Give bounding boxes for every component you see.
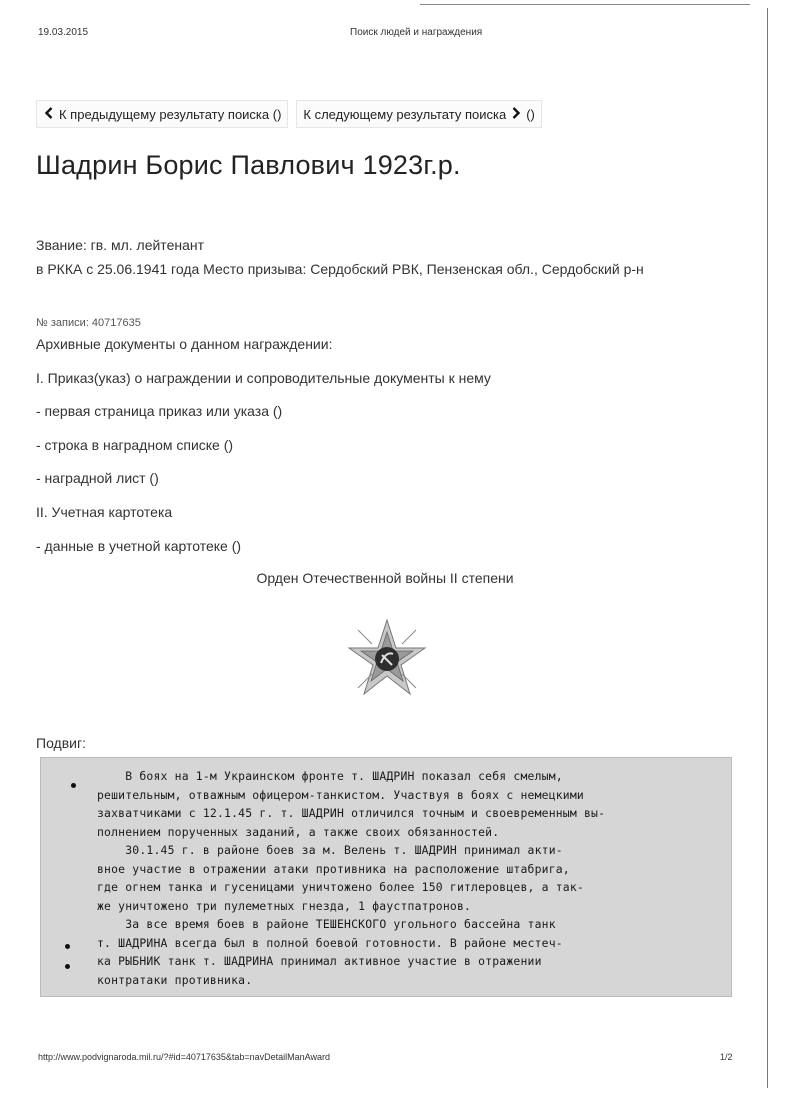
doc-link-award-list-line[interactable]: - строка в наградном списке () <box>36 437 234 453</box>
doc-link-card-data[interactable]: - данные в учетной картотеке () <box>36 538 242 554</box>
prev-result-button[interactable] <box>36 100 288 128</box>
award-title: Орден Отечественной войны II степени <box>256 570 514 586</box>
hole-punch-mark <box>71 783 76 788</box>
record-number: № записи: 40717635 <box>36 317 141 329</box>
prev-result-label: К предыдущему результату поиска () <box>59 106 282 122</box>
doc-link-first-page[interactable]: - первая страница приказ или указа () <box>36 403 283 419</box>
person-name: Шадрин Борис Павлович 1923г.р. <box>36 150 461 180</box>
print-date: 19.03.2015 <box>38 27 89 38</box>
chevron-left-icon <box>43 107 55 122</box>
next-result-label: К следующему результату поиска <box>303 106 507 122</box>
chevron-right-icon <box>510 107 522 122</box>
footer-url: http://www.podvignaroda.mil.ru/?#id=40717635&tab=navDetailManAward <box>38 1052 331 1062</box>
feat-description: В боях на 1-м Украинском фронте т. ШАДРИН показал себя смелым, решительным, отважным офицером-танкистом. Участвуя в боях с немецкими захватчиками с 12.1.45 г. т. ШАДРИН отличился точным и своевременным вы- полнением порученных заданий, а также своих обязанностей. 30.1.45 г. в районе боев за м. Велень т. ШАДРИН принимал акти- вное участие в отражении атаки противника на расположение штабрига, где огнем танка и гусеницами уничтожено более 150 гитлеровцев, а так- же уничтожено три пулеметных гнезда, 1 фаустпатронов. За все время боев в районе ТЕШЕНСКОГО угольного бассейна танк т. ШАДРИНА всегда был в полной боевой готовности. В районе местеч- ка РЫБНИК танк т. ШАДРИНА принимал активное участие в отражении контратаки противника. <box>97 769 606 987</box>
print-page-title: Поиск людей и награждения <box>350 27 483 38</box>
section-card-index-heading: II. Учетная картотека <box>36 504 173 520</box>
archive-heading: Архивные документы о данном награждении: <box>36 336 333 352</box>
next-result-button[interactable] <box>296 100 541 128</box>
hole-punch-mark <box>65 964 70 969</box>
hole-punch-mark <box>65 944 70 949</box>
next-result-suffix: () <box>526 106 535 122</box>
service-line: в РККА с 25.06.1941 года Место призыва: Сердобский РВК, Пензенская обл., Сердобский р-н <box>36 261 644 277</box>
result-navigation <box>36 100 542 128</box>
rank-line: Звание: гв. мл. лейтенант <box>36 237 205 253</box>
feat-label: Подвиг: <box>36 735 86 751</box>
feat-document-scan <box>40 757 732 997</box>
order-star-icon <box>346 618 428 700</box>
section-order-heading: I. Приказ(указ) о награждении и сопроводительные документы к нему <box>36 370 491 386</box>
scan-edge-top <box>420 4 750 5</box>
footer-page-number: 1/2 <box>720 1052 733 1062</box>
scan-edge-right <box>767 8 768 1088</box>
doc-link-award-sheet[interactable]: - наградной лист () <box>36 470 159 486</box>
